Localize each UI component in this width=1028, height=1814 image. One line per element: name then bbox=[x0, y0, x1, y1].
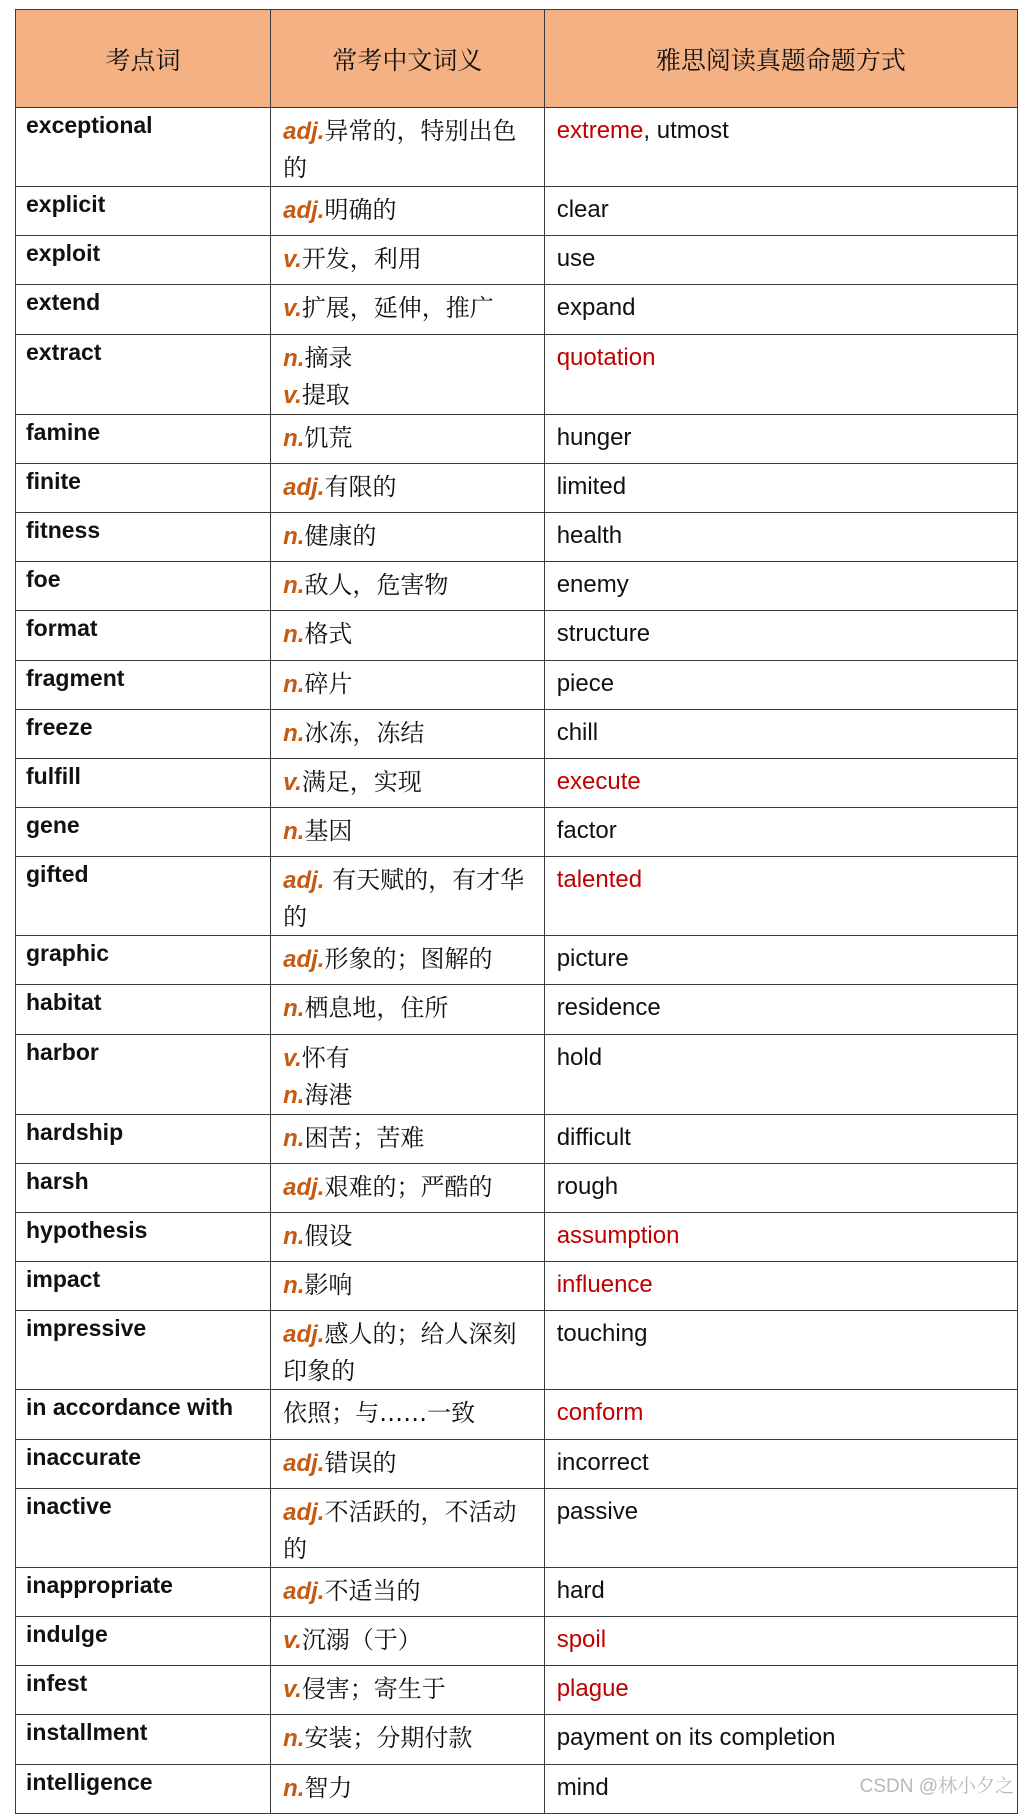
meaning-text: 艰难的；严酷的 bbox=[324, 1172, 493, 1201]
part-of-speech: v. bbox=[283, 295, 302, 323]
table-row bbox=[16, 285, 1018, 334]
keyword-cell: habitat bbox=[16, 985, 271, 1034]
part-of-speech: v. bbox=[283, 246, 302, 274]
meaning-line bbox=[283, 518, 532, 555]
part-of-speech: adj. bbox=[283, 1173, 325, 1201]
exam-synonym-highlight: talented bbox=[556, 866, 643, 894]
meaning-cell bbox=[271, 1616, 545, 1665]
part-of-speech: n. bbox=[283, 572, 305, 600]
exam-synonym: chill bbox=[556, 718, 599, 746]
table-row bbox=[16, 709, 1018, 758]
exam-synonym: health bbox=[556, 521, 623, 549]
meaning-cell bbox=[271, 463, 545, 512]
table-row bbox=[16, 1439, 1018, 1488]
keyword-cell: inactive bbox=[16, 1488, 271, 1567]
part-of-speech: n. bbox=[283, 1223, 305, 1250]
meaning-line bbox=[283, 990, 532, 1027]
meaning-cell bbox=[271, 1311, 545, 1390]
keyword-cell: graphic bbox=[16, 936, 271, 985]
exam-cell bbox=[544, 660, 1017, 709]
exam-synonym: clear bbox=[556, 196, 609, 223]
part-of-speech: n. bbox=[283, 818, 305, 846]
meaning-line bbox=[283, 862, 532, 935]
meaning-cell bbox=[271, 1114, 545, 1163]
exam-cell bbox=[544, 285, 1017, 334]
exam-synonym: mind bbox=[556, 1773, 609, 1801]
exam-cell bbox=[544, 1616, 1017, 1665]
meaning-text: 冰冻，冻结 bbox=[304, 718, 425, 747]
keyword-cell: extract bbox=[16, 334, 271, 414]
header-keyword: 考点词 bbox=[16, 10, 271, 108]
part-of-speech: adj. bbox=[283, 118, 325, 145]
keyword-cell: installment bbox=[16, 1715, 271, 1764]
table-row bbox=[16, 1034, 1018, 1114]
part-of-speech: adj. bbox=[283, 1449, 325, 1477]
exam-synonym: expand bbox=[556, 294, 636, 322]
exam-cell bbox=[544, 1034, 1017, 1114]
part-of-speech: n. bbox=[283, 621, 305, 649]
meaning-cell bbox=[271, 660, 545, 709]
table-row bbox=[16, 562, 1018, 611]
part-of-speech: v. bbox=[283, 768, 302, 796]
table-row bbox=[16, 1666, 1018, 1715]
header-chinese-meaning: 常考中文词义 bbox=[271, 10, 545, 108]
keyword-cell: finite bbox=[16, 463, 271, 512]
exam-cell bbox=[544, 611, 1017, 660]
keyword-cell: hypothesis bbox=[16, 1213, 271, 1262]
meaning-text: 智力 bbox=[304, 1773, 353, 1802]
exam-synonym: passive bbox=[556, 1497, 639, 1525]
meaning-line bbox=[283, 1622, 532, 1659]
meaning-text: 侵害；寄生于 bbox=[301, 1675, 446, 1704]
meaning-text: 海港 bbox=[304, 1080, 353, 1109]
keyword-cell: intelligence bbox=[16, 1764, 271, 1813]
meaning-cell bbox=[271, 1764, 545, 1813]
meaning-line bbox=[283, 1077, 532, 1114]
exam-synonym: hard bbox=[556, 1576, 605, 1604]
meaning-text: 饥荒 bbox=[304, 423, 353, 452]
exam-cell bbox=[544, 1567, 1017, 1616]
meaning-cell bbox=[271, 808, 545, 857]
part-of-speech: n. bbox=[283, 424, 305, 452]
meaning-line bbox=[283, 813, 532, 850]
meaning-cell bbox=[271, 1488, 545, 1567]
meaning-cell bbox=[271, 1439, 545, 1488]
exam-synonym: factor bbox=[556, 817, 617, 845]
exam-synonym-highlight: assumption bbox=[556, 1222, 680, 1249]
table-row bbox=[16, 463, 1018, 512]
part-of-speech: n. bbox=[283, 1272, 305, 1300]
keyword-cell: explicit bbox=[16, 187, 271, 236]
meaning-cell bbox=[271, 236, 545, 285]
part-of-speech: n. bbox=[283, 670, 305, 698]
keyword-cell: extend bbox=[16, 285, 271, 334]
exam-synonym-highlight: execute bbox=[556, 767, 641, 795]
exam-cell bbox=[544, 108, 1017, 187]
exam-cell bbox=[544, 709, 1017, 758]
table-row bbox=[16, 187, 1018, 236]
meaning-text: 不活跃的，不活动的 bbox=[283, 1497, 517, 1563]
meaning-line bbox=[283, 764, 532, 801]
header-exam-style: 雅思阅读真题命题方式 bbox=[544, 10, 1017, 108]
meaning-line bbox=[283, 1445, 532, 1482]
meaning-line bbox=[283, 1573, 532, 1610]
meaning-text: 不适当的 bbox=[324, 1576, 421, 1605]
meaning-text: 影响 bbox=[304, 1271, 353, 1300]
table-row bbox=[16, 857, 1018, 936]
part-of-speech: n. bbox=[283, 344, 305, 372]
meaning-text: 基因 bbox=[304, 817, 353, 846]
exam-synonym-highlight: extreme bbox=[556, 117, 644, 144]
meaning-line bbox=[283, 1316, 532, 1389]
table-row bbox=[16, 1488, 1018, 1567]
exam-synonym: payment on its completion bbox=[556, 1724, 836, 1752]
table-row bbox=[16, 1114, 1018, 1163]
table-row bbox=[16, 936, 1018, 985]
meaning-text: 碎片 bbox=[304, 669, 353, 698]
exam-synonym: hunger bbox=[556, 423, 632, 451]
keyword-cell: harbor bbox=[16, 1034, 271, 1114]
exam-synonym: incorrect bbox=[556, 1448, 649, 1476]
meaning-line bbox=[283, 192, 532, 229]
meaning-text: 错误的 bbox=[324, 1448, 397, 1477]
meaning-text: 有天赋的，有才华的 bbox=[283, 866, 525, 932]
meaning-text: 开发，利用 bbox=[301, 245, 422, 274]
meaning-text: 依照；与……一致 bbox=[283, 1399, 476, 1428]
table-row bbox=[16, 236, 1018, 285]
part-of-speech: adj. bbox=[283, 1577, 325, 1605]
exam-cell bbox=[544, 562, 1017, 611]
keyword-cell: impressive bbox=[16, 1311, 271, 1390]
exam-synonym: picture bbox=[556, 945, 629, 973]
part-of-speech: n. bbox=[283, 719, 305, 747]
meaning-text: 感人的；给人深刻印象的 bbox=[283, 1320, 517, 1386]
exam-cell bbox=[544, 236, 1017, 285]
table-row bbox=[16, 1616, 1018, 1665]
meaning-line bbox=[283, 1040, 532, 1077]
meaning-line bbox=[283, 469, 532, 506]
meaning-cell bbox=[271, 1034, 545, 1114]
exam-cell bbox=[544, 334, 1017, 414]
meaning-cell bbox=[271, 1390, 545, 1439]
table-row bbox=[16, 1715, 1018, 1764]
meaning-line bbox=[283, 290, 532, 327]
meaning-cell bbox=[271, 1567, 545, 1616]
exam-synonym: residence bbox=[556, 994, 661, 1022]
meaning-cell bbox=[271, 985, 545, 1034]
meaning-line bbox=[283, 1120, 532, 1157]
table-row bbox=[16, 808, 1018, 857]
exam-cell bbox=[544, 1311, 1017, 1390]
keyword-cell: fitness bbox=[16, 512, 271, 561]
meaning-cell bbox=[271, 562, 545, 611]
exam-synonym: rough bbox=[556, 1172, 619, 1200]
part-of-speech: adj. bbox=[283, 1498, 325, 1526]
table-row bbox=[16, 758, 1018, 807]
keyword-cell: gifted bbox=[16, 857, 271, 936]
vocab-table bbox=[15, 9, 1018, 1814]
meaning-line bbox=[283, 1395, 532, 1431]
meaning-cell bbox=[271, 285, 545, 334]
watermark: CSDN @林小夕之 bbox=[859, 1776, 1014, 1797]
meaning-cell bbox=[271, 611, 545, 660]
part-of-speech: adj. bbox=[283, 197, 325, 224]
meaning-line bbox=[283, 567, 532, 604]
table-row bbox=[16, 1390, 1018, 1439]
meaning-text: 形象的；图解的 bbox=[324, 945, 493, 974]
meaning-text: 怀有 bbox=[301, 1043, 350, 1072]
meaning-text: 安装；分期付款 bbox=[304, 1724, 473, 1753]
meaning-text: 健康的 bbox=[304, 521, 377, 550]
exam-cell bbox=[544, 758, 1017, 807]
exam-cell bbox=[544, 936, 1017, 985]
meaning-cell bbox=[271, 936, 545, 985]
part-of-speech: adj. bbox=[283, 867, 325, 895]
keyword-cell: fragment bbox=[16, 660, 271, 709]
meaning-line bbox=[283, 1169, 532, 1206]
keyword-cell: indulge bbox=[16, 1616, 271, 1665]
meaning-cell bbox=[271, 1163, 545, 1212]
exam-cell bbox=[544, 1163, 1017, 1212]
exam-synonym: enemy bbox=[556, 571, 629, 599]
meaning-line bbox=[283, 616, 532, 653]
meaning-text: 沉溺（于） bbox=[301, 1625, 422, 1654]
meaning-cell bbox=[271, 857, 545, 936]
meaning-cell bbox=[271, 758, 545, 807]
meaning-line bbox=[283, 715, 532, 752]
meaning-line bbox=[283, 1720, 532, 1757]
exam-cell bbox=[544, 1213, 1017, 1262]
keyword-cell: inaccurate bbox=[16, 1439, 271, 1488]
part-of-speech: v. bbox=[283, 381, 302, 409]
exam-cell bbox=[544, 1390, 1017, 1439]
meaning-text: 扩展，延伸，推广 bbox=[301, 294, 494, 323]
keyword-cell: fulfill bbox=[16, 758, 271, 807]
part-of-speech: n. bbox=[283, 1725, 305, 1753]
table-row bbox=[16, 611, 1018, 660]
exam-synonym-highlight: conform bbox=[556, 1399, 644, 1427]
exam-synonym-highlight: spoil bbox=[556, 1625, 607, 1653]
meaning-cell bbox=[271, 1262, 545, 1311]
table-row bbox=[16, 1163, 1018, 1212]
keyword-cell: exceptional bbox=[16, 108, 271, 187]
meaning-cell bbox=[271, 709, 545, 758]
part-of-speech: v. bbox=[283, 1676, 302, 1704]
table-row bbox=[16, 1567, 1018, 1616]
meaning-text: 满足，实现 bbox=[301, 767, 422, 796]
exam-synonym-highlight: quotation bbox=[556, 343, 656, 371]
exam-cell bbox=[544, 187, 1017, 236]
part-of-speech: n. bbox=[283, 522, 305, 550]
keyword-cell: format bbox=[16, 611, 271, 660]
table-row bbox=[16, 108, 1018, 187]
header-row bbox=[16, 10, 1018, 108]
exam-synonym-highlight: plague bbox=[556, 1675, 629, 1703]
table-row bbox=[16, 414, 1018, 463]
meaning-line bbox=[283, 340, 532, 377]
exam-cell bbox=[544, 1715, 1017, 1764]
meaning-cell bbox=[271, 334, 545, 414]
exam-cell bbox=[544, 414, 1017, 463]
meaning-cell bbox=[271, 1213, 545, 1262]
meaning-line bbox=[283, 377, 532, 414]
meaning-cell bbox=[271, 512, 545, 561]
meaning-cell bbox=[271, 1666, 545, 1715]
meaning-text: 栖息地，住所 bbox=[304, 994, 449, 1023]
meaning-line bbox=[283, 241, 532, 278]
table-row bbox=[16, 1213, 1018, 1262]
exam-cell bbox=[544, 1488, 1017, 1567]
meaning-line bbox=[283, 1770, 532, 1807]
part-of-speech: n. bbox=[283, 995, 305, 1023]
meaning-text: 假设 bbox=[304, 1222, 353, 1250]
table-header bbox=[16, 10, 1018, 108]
exam-cell bbox=[544, 1666, 1017, 1715]
exam-cell bbox=[544, 1114, 1017, 1163]
meaning-line bbox=[283, 113, 532, 186]
part-of-speech: v. bbox=[283, 1044, 302, 1072]
meaning-text: 异常的，特别出色的 bbox=[283, 117, 517, 182]
keyword-cell: harsh bbox=[16, 1163, 271, 1212]
meaning-line bbox=[283, 1267, 532, 1304]
part-of-speech: adj. bbox=[283, 1321, 325, 1349]
keyword-cell: infest bbox=[16, 1666, 271, 1715]
exam-synonym-highlight: influence bbox=[556, 1271, 653, 1299]
exam-cell bbox=[544, 857, 1017, 936]
keyword-cell: exploit bbox=[16, 236, 271, 285]
part-of-speech: n. bbox=[283, 1124, 305, 1152]
meaning-text: 提取 bbox=[301, 380, 350, 409]
meaning-text: 明确的 bbox=[324, 196, 397, 224]
part-of-speech: adj. bbox=[283, 473, 325, 501]
meaning-line bbox=[283, 941, 532, 978]
meaning-text: 敌人，危害物 bbox=[304, 571, 449, 600]
keyword-cell: foe bbox=[16, 562, 271, 611]
part-of-speech: n. bbox=[283, 1774, 305, 1802]
table-row bbox=[16, 660, 1018, 709]
exam-synonym: use bbox=[556, 245, 596, 273]
part-of-speech: n. bbox=[283, 1081, 305, 1109]
meaning-text: 有限的 bbox=[324, 472, 397, 501]
meaning-line bbox=[283, 420, 532, 457]
meaning-cell bbox=[271, 108, 545, 187]
meaning-text: 困苦；苦难 bbox=[304, 1123, 425, 1152]
meaning-cell bbox=[271, 187, 545, 236]
meaning-cell bbox=[271, 414, 545, 463]
keyword-cell: impact bbox=[16, 1262, 271, 1311]
table-row bbox=[16, 512, 1018, 561]
table-body bbox=[16, 108, 1018, 1814]
exam-cell bbox=[544, 808, 1017, 857]
meaning-line bbox=[283, 1218, 532, 1255]
exam-synonym: difficult bbox=[556, 1123, 631, 1151]
exam-cell bbox=[544, 1439, 1017, 1488]
meaning-line bbox=[283, 666, 532, 703]
meaning-line bbox=[283, 1671, 532, 1708]
exam-synonym: limited bbox=[556, 472, 627, 500]
table-row bbox=[16, 985, 1018, 1034]
keyword-cell: famine bbox=[16, 414, 271, 463]
keyword-cell: hardship bbox=[16, 1114, 271, 1163]
exam-cell bbox=[544, 1262, 1017, 1311]
table-row bbox=[16, 1311, 1018, 1390]
exam-cell bbox=[544, 512, 1017, 561]
meaning-text: 格式 bbox=[304, 620, 353, 649]
exam-synonym: piece bbox=[556, 669, 615, 697]
exam-cell bbox=[544, 463, 1017, 512]
exam-synonym: touching bbox=[556, 1320, 648, 1348]
exam-synonym: , utmost bbox=[643, 117, 729, 144]
table-row bbox=[16, 1262, 1018, 1311]
exam-synonym: hold bbox=[556, 1043, 603, 1071]
meaning-text: 摘录 bbox=[304, 343, 353, 372]
part-of-speech: v. bbox=[283, 1626, 302, 1654]
meaning-line bbox=[283, 1494, 532, 1567]
exam-cell bbox=[544, 985, 1017, 1034]
exam-synonym: structure bbox=[556, 620, 651, 648]
keyword-cell: freeze bbox=[16, 709, 271, 758]
keyword-cell: gene bbox=[16, 808, 271, 857]
table-row bbox=[16, 334, 1018, 414]
keyword-cell: in accordance with bbox=[16, 1390, 271, 1439]
meaning-cell bbox=[271, 1715, 545, 1764]
keyword-cell: inappropriate bbox=[16, 1567, 271, 1616]
part-of-speech: adj. bbox=[283, 946, 325, 974]
